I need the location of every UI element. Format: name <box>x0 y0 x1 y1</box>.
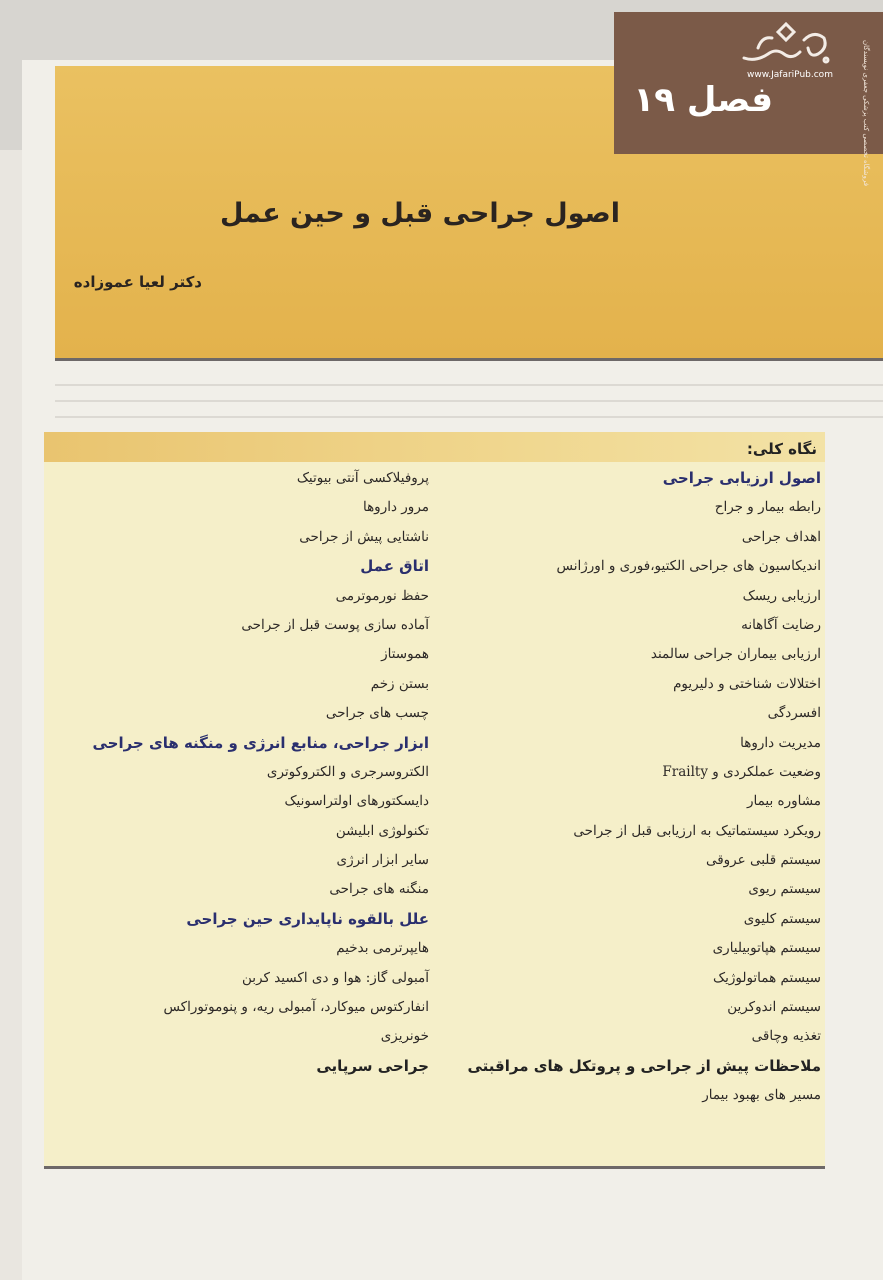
overview-list-item: رابطه بیمار و جراح <box>714 499 821 516</box>
overview-list-item: خونریزی <box>380 1028 429 1045</box>
overview-heading: نگاه کلی: <box>746 440 817 458</box>
overview-list-item: افسردگی <box>767 705 821 722</box>
faded-background-text <box>55 370 883 430</box>
overview-divider <box>44 1166 825 1169</box>
overview-list-item: سیستم اندوکرین <box>727 999 821 1016</box>
overview-section-heading: جراحی سرپایی <box>316 1056 429 1075</box>
overview-list-item: مرور داروها <box>362 499 429 516</box>
overview-list-item: بستن زخم <box>370 675 429 692</box>
overview-list-item: حفظ نورموترمی <box>335 587 429 604</box>
overview-list-item: اختلالات شناختی و دلیریوم <box>673 675 821 692</box>
publisher-url: www.JafariPub.com <box>747 70 833 80</box>
overview-right-column <box>441 464 825 1111</box>
overview-list-item: مشاوره بیمار <box>746 793 821 810</box>
overview-list-item: پروفیلاکسی آنتی بیوتیک <box>296 470 429 486</box>
overview-list-item: دایسکتورهای اولتراسونیک <box>284 793 429 810</box>
header-divider <box>55 358 883 361</box>
overview-list-item: انفارکتوس میوکارد، آمبولی ریه، و پنوموتوراکس <box>163 999 429 1016</box>
overview-section-heading: اصول ارزیابی جراحی <box>662 469 821 487</box>
overview-list-item: وضعیت عملکردی و Frailty <box>662 763 821 780</box>
overview-list-item: منگنه های جراحی <box>329 881 429 898</box>
publisher-logo-icon <box>738 18 834 70</box>
overview-list-item: سیستم هماتولوژیک <box>713 969 821 986</box>
overview-list-item: هموستاز <box>381 646 429 663</box>
overview-left-column <box>49 464 429 1081</box>
overview-list-item: هایپرترمی بدخیم <box>336 940 429 957</box>
overview-list-item: سیستم قلبی عروقی <box>705 852 821 869</box>
overview-section-heading: علل بالقوه ناپایداری حین جراحی <box>186 909 429 928</box>
chapter-title: اصول جراحی قبل و حین عمل <box>220 198 620 229</box>
publisher-shop-text: فروشگاه تخصصی کتب پزشکی جعفری نویسندگان <box>862 40 870 187</box>
chapter-author: دکتر لعیا عموزاده <box>73 273 202 291</box>
overview-list-item: تغذیه وچاقی <box>751 1028 821 1045</box>
overview-list-item: اهداف جراحی <box>741 528 821 545</box>
overview-list-item: مدیریت داروها <box>740 734 821 751</box>
overview-list-item: ناشتایی پیش از جراحی <box>299 528 429 545</box>
overview-list-item: اندیکاسیون های جراحی الکتیو،فوری و اورژانس <box>556 558 821 575</box>
overview-list-item: آمبولی گاز: هوا و دی اکسید کربن <box>242 969 429 986</box>
overview-section-heading: اتاق عمل <box>360 557 429 576</box>
overview-list-item: ارزیابی ریسک <box>742 587 821 604</box>
overview-list-item: چسب های جراحی <box>325 705 429 722</box>
chapter-number: فصل ۱۹ <box>633 80 773 120</box>
overview-section-heading: ملاحظات پیش از جراحی و پروتکل های مراقبتی <box>467 1056 821 1075</box>
overview-list-item: سیستم کلیوی <box>743 910 821 927</box>
overview-list-item: رضایت آگاهانه <box>741 616 821 633</box>
overview-list-item: سایر ابزار انرژی <box>336 852 429 869</box>
overview-list-item: سیستم ریوی <box>748 881 821 898</box>
overview-list-item: آماده سازی پوست قبل از جراحی <box>241 616 429 633</box>
overview-list-item: رویکرد سیستماتیک به ارزیابی قبل از جراحی <box>573 822 821 839</box>
overview-list-item: الکتروسرجری و الکتروکوتری <box>266 763 429 780</box>
overview-section-heading: ابزار جراحی، منابع انرژی و منگنه های جراحی <box>92 733 429 752</box>
overview-list-item: سیستم هپاتوبیلیاری <box>712 940 821 957</box>
overview-list-item: ارزیابی بیماران جراحی سالمند <box>650 646 821 663</box>
overview-list-item: مسیر های بهبود بیمار <box>702 1087 821 1104</box>
overview-box <box>44 432 825 1168</box>
overview-list-item: تکنولوژی ابلیشن <box>335 822 429 839</box>
